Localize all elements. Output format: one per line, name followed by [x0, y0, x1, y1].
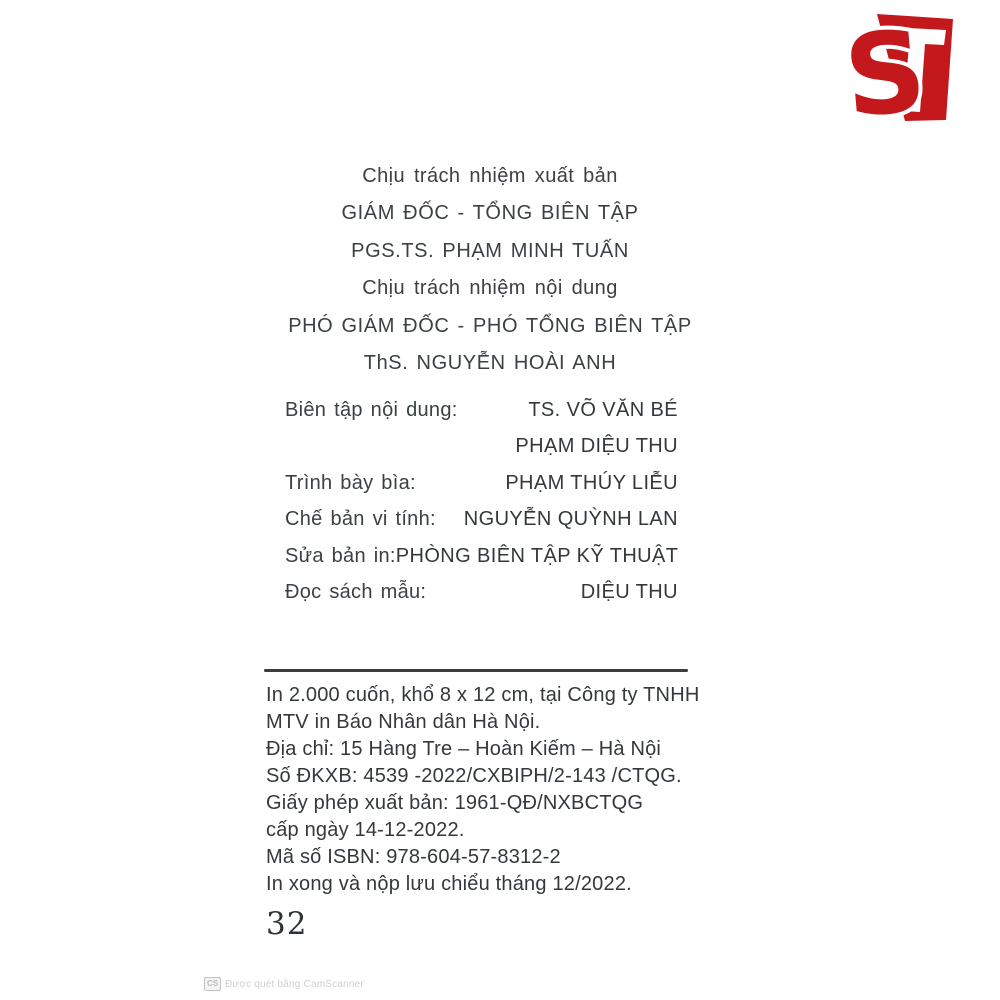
- credit-value: TS. VÕ VĂN BÉ: [528, 399, 678, 421]
- colophon-line-deputy-name: ThS. NGUYỄN HOÀI ANH: [363, 351, 617, 374]
- publisher-st-logo: [843, 6, 961, 128]
- colophon-line-publishing-responsibility: Chịu trách nhiệm xuất bản: [362, 165, 618, 187]
- st-logo-graphic: [843, 6, 961, 128]
- credit-row-cover-design: [285, 465, 678, 501]
- page-number: 32: [266, 906, 308, 942]
- print-line-isbn: Mã số ISBN: 978-604-57-8312-2: [266, 846, 561, 868]
- camscanner-icon: CS: [204, 977, 221, 991]
- credit-row-proofreading: [285, 538, 678, 574]
- credit-value: NGUYỄN QUỲNH LAN: [463, 508, 678, 531]
- colophon-line-content-responsibility: Chịu trách nhiệm nội dung: [362, 277, 618, 300]
- credit-row-typesetting: [285, 501, 678, 537]
- divider-rule: [264, 669, 688, 672]
- credit-row-content-editor-2: [285, 428, 678, 464]
- print-info-block: [266, 682, 726, 898]
- logo-letter-s: S: [843, 6, 932, 128]
- colophon-line-director-name: PGS.TS. PHẠM MINH TUẤN: [351, 239, 629, 262]
- print-line-run-size: In 2.000 cuốn, khổ 8 x 12 cm, tại Công ty TNHH: [266, 684, 700, 706]
- credit-label: Chế bản vi tính:: [285, 508, 436, 531]
- credit-label: Sửa bản in:: [285, 544, 396, 567]
- credit-row-content-editor: [285, 392, 678, 428]
- credit-label: Đọc sách mẫu:: [285, 580, 427, 603]
- print-line-license-date: cấp ngày 14-12-2022.: [266, 819, 465, 841]
- credit-value: PHẠM DIỆU THU: [515, 435, 678, 458]
- credit-row-sample-reading: [285, 574, 678, 610]
- print-line-registration: Số ĐKXB: 4539 -2022/CXBIPH/2-143 /CTQG.: [266, 765, 682, 787]
- camscanner-watermark-text: Được quét bằng CamScanner: [225, 978, 364, 990]
- credits-table: [285, 392, 678, 610]
- print-line-deposit: In xong và nộp lưu chiểu tháng 12/2022.: [266, 873, 632, 895]
- colophon-line-director-title: GIÁM ĐỐC - TỔNG BIÊN TẬP: [341, 202, 639, 225]
- colophon-line-deputy-title: PHÓ GIÁM ĐỐC - PHÓ TỔNG BIÊN TẬP: [288, 314, 692, 337]
- credit-value: DIỆU THU: [580, 580, 678, 603]
- credit-label: Trình bày bìa:: [285, 471, 416, 494]
- credit-value: PHÒNG BIÊN TẬP KỸ THUẬT: [395, 544, 679, 567]
- credit-label: Biên tập nội dung:: [285, 399, 458, 421]
- responsibility-block: [230, 158, 750, 382]
- camscanner-watermark: [204, 977, 364, 991]
- print-line-license: Giấy phép xuất bản: 1961-QĐ/NXBCTQG: [266, 792, 644, 814]
- print-line-address: Địa chỉ: 15 Hàng Tre – Hoàn Kiếm – Hà Nội: [266, 738, 662, 760]
- print-line-printer: MTV in Báo Nhân dân Hà Nội.: [266, 711, 541, 733]
- credit-value: PHẠM THÚY LIỄU: [505, 471, 678, 494]
